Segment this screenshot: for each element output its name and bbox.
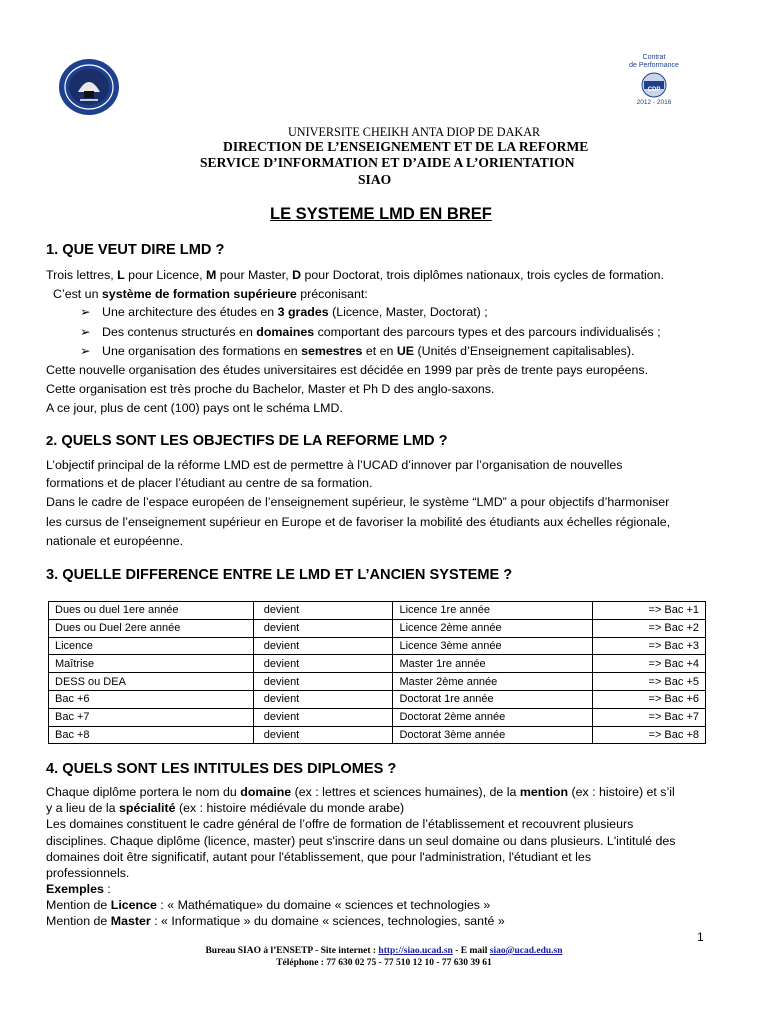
service-name: SERVICE D’INFORMATION ET D’AIDE A L’ORIENTATION: [200, 155, 575, 170]
s4-l4: disciplines. Chaque diplôme (licence, master) peut s'inscrire dans un seul domaine ou dans plusieurs. L'intitulé des: [46, 834, 676, 848]
arrow-bullet-icon: ➢: [80, 344, 91, 358]
site-link[interactable]: http://siao.ucad.sn: [378, 946, 453, 956]
performance-contract-icon: [637, 72, 671, 98]
footer-phones: Téléphone : 77 630 02 75 - 77 510 12 10 - 77 630 39 61: [276, 958, 492, 968]
performance-contract-logo: [614, 54, 694, 112]
s1-para2: Cette organisation est très proche du Bachelor, Master et Ph D des anglo-saxons.: [46, 382, 495, 396]
direction-name: DIRECTION DE L’ENSEIGNEMENT ET DE LA REFORME: [223, 139, 589, 154]
devient-cell: devient: [253, 619, 393, 637]
section-2-heading: 2. QUELS SONT LES OBJECTIFS DE LA REFORME LMD ?: [46, 433, 448, 449]
lmd-equivalent-cell: Licence 1re année: [393, 602, 593, 620]
s4-l6: professionnels.: [46, 866, 130, 880]
arrow-bullet-icon: ➢: [80, 305, 91, 319]
s1-line2: C’est un système de formation supérieure préconisant:: [53, 287, 368, 301]
bac-level-cell: => Bac +3: [593, 637, 706, 655]
devient-cell: devient: [253, 655, 393, 673]
page-number: 1: [697, 930, 704, 944]
table-row: [49, 726, 706, 744]
old-diploma-cell: Licence: [49, 637, 254, 655]
section-4-heading: 4. QUELS SONT LES INTITULES DES DIPLOMES ?: [46, 761, 397, 777]
s4-ex1: Mention de Licence : « Mathématique» du domaine « sciences et technologies »: [46, 898, 491, 912]
lmd-equivalent-cell: Master 2ème année: [393, 673, 593, 691]
devient-cell: devient: [253, 690, 393, 708]
s1-para3: A ce jour, plus de cent (100) pays ont le schéma LMD.: [46, 401, 343, 415]
s1-bullet: ➢ Une organisation des formations en semestres et en UE (Unités d’Enseignement capitalisables).: [80, 344, 635, 358]
logo-years: 2012 - 2016: [636, 99, 672, 106]
s2-p2a: Dans le cadre de l’espace européen de l’enseignement supérieur, le système “LMD” a pour objectifs d’harmoniser: [46, 495, 670, 509]
section-1-heading: 1. QUE VEUT DIRE LMD ?: [46, 242, 225, 258]
devient-cell: devient: [253, 602, 393, 620]
section-3-heading: 3. QUELLE DIFFERENCE ENTRE LE LMD ET L’ANCIEN SYSTEME ?: [46, 567, 513, 583]
s2-p2b: les cursus de l’enseignement supérieur en Europe et de favoriser la mobilité des étudiants aux échelles régionale,: [46, 515, 671, 529]
siao-acronym: SIAO: [358, 172, 392, 187]
table-row: [49, 619, 706, 637]
table-row: [49, 637, 706, 655]
email-link[interactable]: siao@ucad.edu.sn: [489, 946, 563, 956]
bac-level-cell: => Bac +6: [593, 690, 706, 708]
old-diploma-cell: Bac +6: [49, 690, 254, 708]
devient-cell: devient: [253, 708, 393, 726]
old-diploma-cell: Maîtrise: [49, 655, 254, 673]
s1-bullet: ➢ Une architecture des études en 3 grades (Licence, Master, Doctorat) ;: [80, 305, 488, 319]
devient-cell: devient: [253, 673, 393, 691]
footer-contact: Bureau SIAO à l’ENSETP - Site internet : http://siao.ucad.sn - E mail siao@ucad.edu.sn: [205, 946, 563, 956]
old-diploma-cell: Bac +8: [49, 726, 254, 744]
bac-level-cell: => Bac +2: [593, 619, 706, 637]
lmd-equivalent-cell: Doctorat 3ème année: [393, 726, 593, 744]
old-diploma-cell: Bac +7: [49, 708, 254, 726]
s4-ex2: Mention de Master : « Informatique » du domaine « sciences, technologies, santé »: [46, 914, 505, 928]
s4-l2: y a lieu de la spécialité (ex : histoire médiévale du monde arabe): [46, 801, 405, 815]
table-row: [49, 690, 706, 708]
table-row: [49, 673, 706, 691]
table-row: [49, 655, 706, 673]
lmd-equivalent-cell: Licence 3ème année: [393, 637, 593, 655]
old-diploma-cell: Dues ou duel 1ere année: [49, 602, 254, 620]
page-title: LE SYSTEME LMD EN BREF: [270, 205, 492, 223]
s4-l5: domaines doit être significatif, autant pour l'établissement, que pour l'administration, l'étudiant et les: [46, 850, 592, 864]
lmd-equivalent-cell: Master 1re année: [393, 655, 593, 673]
devient-cell: devient: [253, 637, 393, 655]
table-row: [49, 602, 706, 620]
s4-l3: Les domaines constituent le cadre général de l’offre de formation de l’établissement et recouvrent plusieurs: [46, 817, 634, 831]
s1-bullet: ➢ Des contenus structurés en domaines comportant des parcours types et des parcours individualisés ;: [80, 325, 661, 339]
lmd-equivalent-cell: Doctorat 2ème année: [393, 708, 593, 726]
old-diploma-cell: Dues ou Duel 2ere année: [49, 619, 254, 637]
s2-p1b: formations et de placer l’étudiant au centre de sa formation.: [46, 476, 373, 490]
logo-badge: CDP: [647, 87, 661, 93]
arrow-bullet-icon: ➢: [80, 325, 91, 339]
lmd-equivalent-cell: Doctorat 1re année: [393, 690, 593, 708]
bac-level-cell: => Bac +5: [593, 673, 706, 691]
table-row: [49, 708, 706, 726]
s4-l1: Chaque diplôme portera le nom du domaine (ex : lettres et sciences humaines), de la mention (ex : histoire) et s’il: [46, 785, 675, 799]
logo-line1: Contrat: [642, 54, 666, 61]
bac-level-cell: => Bac +8: [593, 726, 706, 744]
university-seal-icon: [58, 58, 120, 116]
comparison-table: [48, 601, 706, 744]
s1-line1: Trois lettres, L pour Licence, M pour Master, D pour Doctorat, trois diplômes nationaux, trois cycles de formation.: [46, 268, 664, 282]
bac-level-cell: => Bac +1: [593, 602, 706, 620]
bac-level-cell: => Bac +4: [593, 655, 706, 673]
s4-examples: Exemples :: [46, 882, 111, 896]
university-name: UNIVERSITE CHEIKH ANTA DIOP DE DAKAR: [288, 125, 541, 139]
bac-level-cell: => Bac +7: [593, 708, 706, 726]
lmd-equivalent-cell: Licence 2ème année: [393, 619, 593, 637]
old-diploma-cell: DESS ou DEA: [49, 673, 254, 691]
devient-cell: devient: [253, 726, 393, 744]
s2-p1a: L’objectif principal de la réforme LMD est de permettre à l’UCAD d’innover par l’organisation de nouvelles: [46, 458, 623, 472]
s1-para1: Cette nouvelle organisation des études universitaires est décidée en 1999 par près de trente pays européens.: [46, 363, 649, 377]
s2-p2c: nationale et européenne.: [46, 534, 184, 548]
logo-line2: de Performance: [629, 62, 679, 69]
